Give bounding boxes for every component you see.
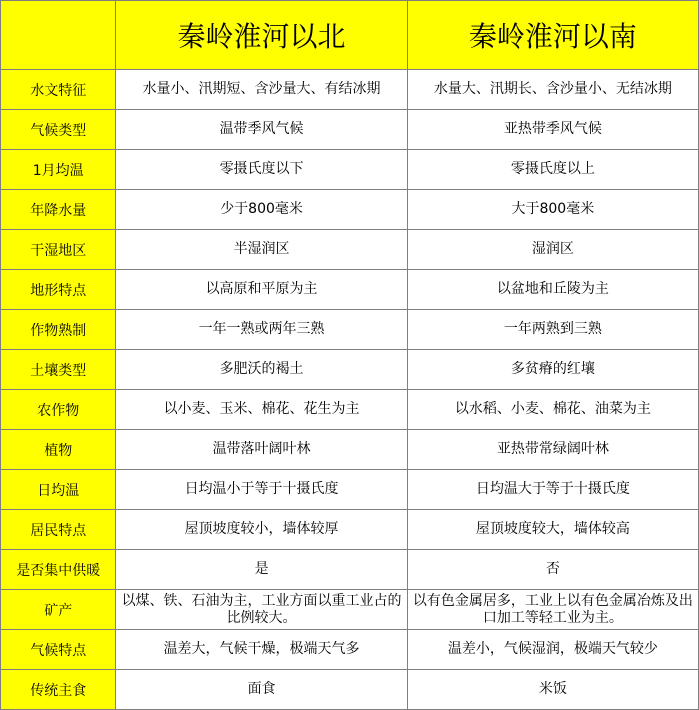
south-cell: 以有色金属居多，工业上以有色金属冶炼及出口加工等轻工业为主。 [407,590,698,630]
table-row [1,430,699,470]
table-row [1,630,699,670]
north-cell: 水量小、汛期短、含沙量大、有结冰期 [116,70,407,110]
north-cell: 一年一熟或两年三熟 [116,310,407,350]
row-label: 1月均温 [1,150,116,190]
header-corner-cell [1,1,116,70]
row-label: 是否集中供暖 [1,550,116,590]
north-cell: 是 [116,550,407,590]
table-row [1,310,699,350]
north-cell: 日均温小于等于十摄氏度 [116,470,407,510]
south-cell: 零摄氏度以上 [407,150,698,190]
south-cell: 多贫瘠的红壤 [407,350,698,390]
row-label: 农作物 [1,390,116,430]
row-label: 作物熟制 [1,310,116,350]
header-north-title: 秦岭淮河以北 [116,1,407,70]
north-cell: 温带落叶阔叶林 [116,430,407,470]
row-label: 气候类型 [1,110,116,150]
table-row [1,350,699,390]
row-label: 日均温 [1,470,116,510]
north-cell: 以高原和平原为主 [116,270,407,310]
north-cell: 少于800毫米 [116,190,407,230]
south-cell: 湿润区 [407,230,698,270]
row-label: 居民特点 [1,510,116,550]
row-label: 水文特征 [1,70,116,110]
row-label: 年降水量 [1,190,116,230]
south-cell: 亚热带季风气候 [407,110,698,150]
south-cell: 日均温大于等于十摄氏度 [407,470,698,510]
header-row [1,1,699,70]
south-cell: 屋顶坡度较大，墙体较高 [407,510,698,550]
table-row [1,590,699,630]
table-row [1,190,699,230]
south-cell: 以盆地和丘陵为主 [407,270,698,310]
south-cell: 以水稻、小麦、棉花、油菜为主 [407,390,698,430]
north-cell: 零摄氏度以下 [116,150,407,190]
south-cell: 亚热带常绿阔叶林 [407,430,698,470]
north-cell: 以煤、铁、石油为主，工业方面以重工业占的比例较大。 [116,590,407,630]
north-cell: 温带季风气候 [116,110,407,150]
table-row [1,270,699,310]
north-cell: 屋顶坡度较小，墙体较厚 [116,510,407,550]
table-row [1,110,699,150]
table-row [1,670,699,710]
table-row [1,510,699,550]
north-cell: 以小麦、玉米、棉花、花生为主 [116,390,407,430]
header-south-title: 秦岭淮河以南 [407,1,698,70]
row-label: 气候特点 [1,630,116,670]
south-cell: 大于800毫米 [407,190,698,230]
north-cell: 温差大，气候干燥，极端天气多 [116,630,407,670]
south-cell: 否 [407,550,698,590]
south-cell: 温差小，气候湿润，极端天气较少 [407,630,698,670]
table-row [1,230,699,270]
south-cell: 一年两熟到三熟 [407,310,698,350]
row-label: 地形特点 [1,270,116,310]
row-label: 干湿地区 [1,230,116,270]
north-cell: 多肥沃的褐土 [116,350,407,390]
row-label: 土壤类型 [1,350,116,390]
row-label: 传统主食 [1,670,116,710]
table-row [1,150,699,190]
table-body [1,70,699,710]
row-label: 植物 [1,430,116,470]
table-row [1,470,699,510]
table-row [1,390,699,430]
table-row [1,550,699,590]
north-cell: 半湿润区 [116,230,407,270]
north-cell: 面食 [116,670,407,710]
table-row [1,70,699,110]
south-cell: 米饭 [407,670,698,710]
south-cell: 水量大、汛期长、含沙量小、无结冰期 [407,70,698,110]
row-label: 矿产 [1,590,116,630]
